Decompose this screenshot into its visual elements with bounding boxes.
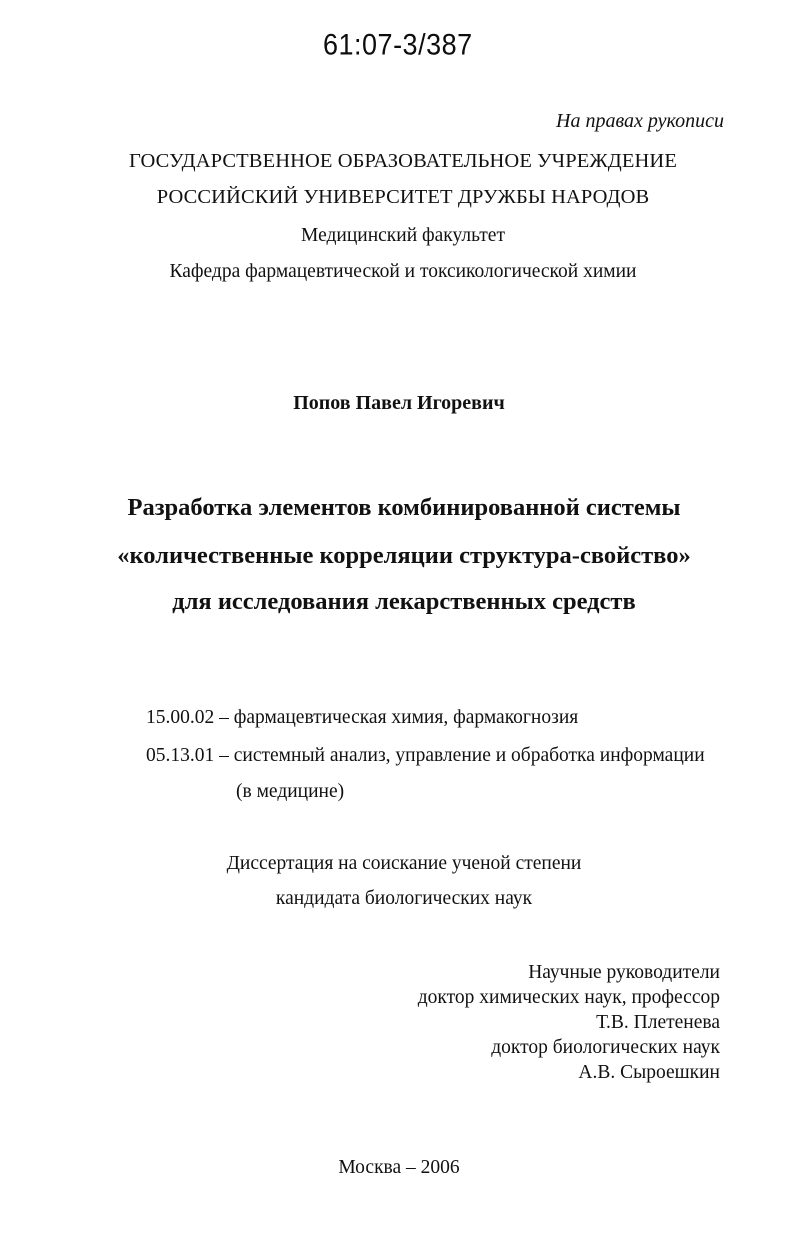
specialty-line: 15.00.02 – фармацевтическая химия, фармакогнозия [146,707,579,728]
supervisors-heading: Научные руководители [528,962,720,983]
faculty-name: Медицинский факультет [301,225,505,246]
institution-line-2: РОССИЙСКИЙ УНИВЕРСИТЕТ ДРУЖБЫ НАРОДОВ [156,186,650,208]
institution-line-1: ГОСУДАРСТВЕННОЕ ОБРАЗОВАТЕЛЬНОЕ УЧРЕЖДЕНИЕ [129,150,677,172]
supervisor-degree: доктор биологических наук [491,1037,720,1058]
rights-note: На правах рукописи [556,110,724,132]
thesis-title-line: «количественные корреляции структура-свойство» [117,542,691,569]
supervisor-name: Т.В. Плетенева [596,1012,720,1033]
department-name: Кафедра фармацевтической и токсикологической химии [169,261,637,282]
supervisor-degree: доктор химических наук, профессор [417,987,720,1008]
place-and-year: Москва – 2006 [338,1157,460,1178]
degree-statement-line: кандидата биологических наук [275,888,533,909]
thesis-title-line: Разработка элементов комбинированной системы [127,494,681,521]
specialty-continuation: (в медицине) [236,781,345,802]
archive-stamp-code: 61:07-3/387 [323,28,473,62]
author-name: Попов Павел Игоревич [293,392,505,414]
degree-statement-line: Диссертация на соискание ученой степени [226,853,582,874]
specialty-line: 05.13.01 – системный анализ, управление и обработка информации [146,745,705,766]
supervisor-name: А.В. Сыроешкин [578,1062,720,1083]
thesis-title-line: для исследования лекарственных средств [172,588,636,615]
